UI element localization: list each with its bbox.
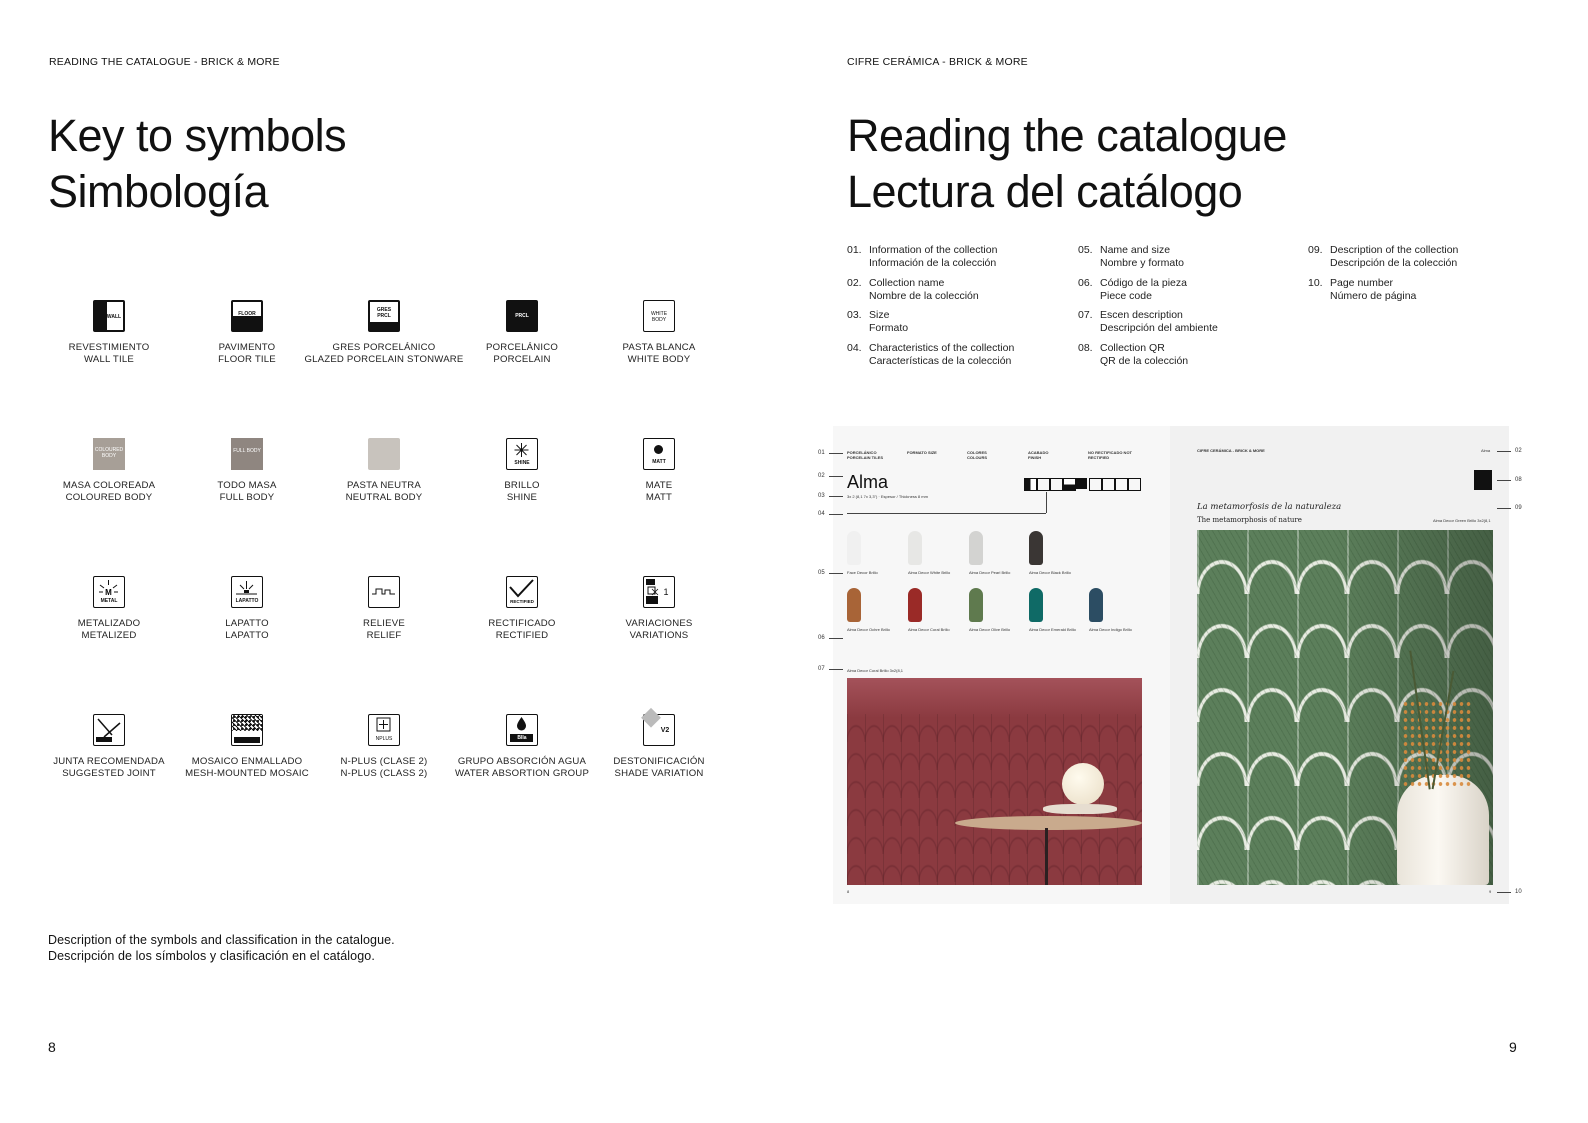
symbol-full-body: FULL BODY TODO MASA FULL BODY (167, 438, 327, 504)
callout-04: 04 (818, 511, 825, 517)
preview-characteristics-icons (1024, 478, 1142, 491)
preview-swatch-label: Alma Decor Emerald Brillo (1029, 627, 1076, 632)
svg-text:M: M (105, 588, 112, 597)
legend-item: 04. Characteristics of the collection Características de la colección (847, 342, 1015, 367)
preview-scene-photo-green (1197, 530, 1493, 885)
glazed-porcelain-icon: GRES PRCL (368, 300, 400, 332)
preview-swatch-label: Alma Decor Olive Brillo (969, 627, 1011, 632)
preview-swatch (1029, 588, 1043, 622)
preview-size-line: 3x 2 (8,1 7x 3,3") · Espesor / Thickness 8 mm (847, 494, 928, 499)
preview-swatch-label: Alma Decor Ochre Brillo (847, 627, 890, 632)
preview-scene-caption: Alma Decor Green Brillo 3x2(8,1 (1433, 518, 1491, 523)
callout-05: 05 (818, 570, 825, 576)
right-page-number: 9 (1509, 1039, 1517, 1055)
symbol-glazed-porcelain: GRES PRCL GRES PORCELÁNICO GLAZED PORCELAIN STONWARE (304, 300, 464, 366)
coloured-body-icon: COLOURED BODY (93, 438, 125, 470)
preview-swatch-label: Face Decor Brillo (847, 570, 878, 575)
right-page-title (847, 108, 1287, 220)
wall-tile-icon: WALL (93, 300, 125, 332)
symbol-variations: 1 VARIACIONES VARIATIONS (579, 576, 739, 642)
preview-swatch (908, 531, 922, 565)
preview-head-label: COLORES COLOURS (967, 450, 987, 460)
legend-item: 05. Name and size Nombre y formato (1078, 244, 1185, 269)
matt-icon: MATT (643, 438, 675, 470)
preview-page-number-right: 9 (1489, 889, 1492, 894)
symbol-neutral-body: PASTA NEUTRA NEUTRAL BODY (304, 438, 464, 504)
legend-item: 07. Escen description Descripción del ambiente (1078, 309, 1218, 334)
symbol-floor-tile: FLOOR PAVIMENTO FLOOR TILE (167, 300, 327, 366)
symbol-rectified: RECTIFIED RECTIFICADO RECTIFIED (442, 576, 602, 642)
symbol-mesh-mosaic: MOSAICO ENMALLADO MESH-MOUNTED MOSAIC (167, 714, 327, 780)
catalogue-spread-preview (833, 426, 1509, 904)
lapatto-icon: LAPATTO (231, 576, 263, 608)
preview-swatch (847, 531, 861, 565)
left-title-line1: Key to symbols (48, 110, 347, 161)
symbol-nplus: NPLUS N-PLUS (CLASE 2) N-PLUS (CLASS 2) (304, 714, 464, 780)
symbol-lapatto: LAPATTO LAPATTO LAPATTO (167, 576, 327, 642)
preview-swatch (908, 588, 922, 622)
legend-item: 09. Description of the collection Descripción de la colección (1308, 244, 1459, 269)
neutral-body-icon (368, 438, 400, 470)
left-running-head: READING THE CATALOGUE - BRICK & MORE (49, 56, 280, 68)
right-title-line1: Reading the catalogue (847, 110, 1287, 161)
right-title-line2: Lectura del catálogo (847, 166, 1243, 217)
callout-07: 07 (818, 666, 825, 672)
preview-swatch (847, 588, 861, 622)
callout-01: 01 (818, 450, 825, 456)
symbol-suggested-joint: JUNTA RECOMENDADA SUGGESTED JOINT (29, 714, 189, 780)
shade-variation-icon: V2 (643, 714, 675, 746)
full-body-icon: FULL BODY (231, 438, 263, 470)
callout-06: 06 (818, 635, 825, 641)
legend-item: 03. Size Formato (847, 309, 909, 334)
preview-right-label: Alma (1481, 448, 1491, 453)
left-title-line2: Simbología (48, 166, 269, 217)
preview-swatch (1089, 588, 1103, 622)
preview-head-label: PORCELÁNICO PORCELAIN TILES (847, 450, 884, 460)
relief-icon (368, 576, 400, 608)
legend-item: 06. Código de la pieza Piece code (1078, 277, 1187, 302)
left-page-title (48, 108, 346, 220)
right-running-head: CIFRE CERÁMICA - BRICK & MORE (847, 56, 1028, 68)
preview-head-label: NO RECTIFICADO NOT RECTIFIED (1088, 450, 1132, 460)
description-en: Description of the symbols and classification in the catalogue. (48, 933, 395, 947)
symbols-description (48, 932, 395, 964)
legend-item: 08. Collection QR QR de la colección (1078, 342, 1189, 367)
preview-page-number-left: 8 (847, 889, 850, 894)
mesh-mosaic-icon (231, 714, 263, 746)
white-body-icon: WHITE BODY (643, 300, 675, 332)
preview-script-title: La metamorfosis de la naturaleza (1197, 502, 1342, 512)
floor-tile-icon: FLOOR (231, 300, 263, 332)
symbol-shine: SHINE BRILLO SHINE (442, 438, 602, 504)
preview-swatch-label: Alma Decor White Brillo (908, 570, 951, 575)
symbol-coloured-body: COLOURED BODY MASA COLOREADA COLOURED BODY (29, 438, 189, 504)
symbol-porcelain: PRCL PORCELÁNICO PORCELAIN (442, 300, 602, 366)
nplus-icon: NPLUS (368, 714, 400, 746)
symbol-shade-variation: V2 DESTONIFICACIÓN SHADE VARIATION (579, 714, 739, 780)
preview-swatch (969, 531, 983, 565)
shine-icon: SHINE (506, 438, 538, 470)
left-page-number: 8 (48, 1039, 56, 1055)
preview-swatch-label: Alma Decor Indigo Brillo (1089, 627, 1132, 632)
legend-item: 02. Collection name Nombre de la colección (847, 277, 979, 302)
preview-collection-name: Alma (847, 472, 889, 492)
symbol-wall-tile: WALL REVESTIMIENTO WALL TILE (29, 300, 189, 366)
symbol-water-absorption: BIIa GRUPO ABSORCIÓN AGUA WATER ABSORTION GROUP (442, 714, 602, 780)
legend-item: 01. Information of the collection Información de la colección (847, 244, 998, 269)
callout-02-right: 02 (1515, 448, 1522, 454)
variations-icon: 1 (643, 576, 675, 608)
preview-scene-photo-red (847, 678, 1142, 885)
description-es: Descripción de los símbolos y clasificación en el catálogo. (48, 949, 375, 963)
callout-02: 02 (818, 473, 825, 479)
porcelain-icon: PRCL (506, 300, 538, 332)
rectified-icon: RECTIFIED (506, 576, 538, 608)
preview-qr-code (1474, 470, 1492, 490)
symbol-relief: RELIEVE RELIEF (304, 576, 464, 642)
preview-head-label: ACABADO FINISH (1028, 450, 1049, 460)
preview-script-subtitle: The metamorphosis of nature (1197, 516, 1302, 524)
preview-swatch (969, 588, 983, 622)
symbol-matt: MATT MATE MATT (579, 438, 739, 504)
preview-swatch-label: Alma Decor Pearl Brillo (969, 570, 1011, 575)
water-absorption-icon: BIIa (506, 714, 538, 746)
legend-item: 10. Page number Número de página (1308, 277, 1417, 302)
symbol-white-body: WHITE BODY PASTA BLANCA WHITE BODY (579, 300, 739, 366)
preview-swatch (1029, 531, 1043, 565)
callout-10: 10 (1515, 889, 1522, 895)
callout-08: 08 (1515, 477, 1522, 483)
metalized-icon: M METAL (93, 576, 125, 608)
preview-head-label: FORMATO SIZE (907, 450, 937, 455)
callout-09: 09 (1515, 505, 1522, 511)
preview-swatch-label: Alma Decor Coral Brillo (908, 627, 950, 632)
suggested-joint-icon (93, 714, 125, 746)
callout-03: 03 (818, 493, 825, 499)
preview-scene-caption-left: Alma Decor Coral Brillo 3x2(8,1 (847, 668, 904, 673)
preview-right-running-head: CIFRE CERÁMICA - BRICK & MORE (1197, 448, 1265, 453)
symbol-metalized: M METAL METALIZADO METALIZED (29, 576, 189, 642)
preview-swatch-label: Alma Decor Black Brillo (1029, 570, 1071, 575)
